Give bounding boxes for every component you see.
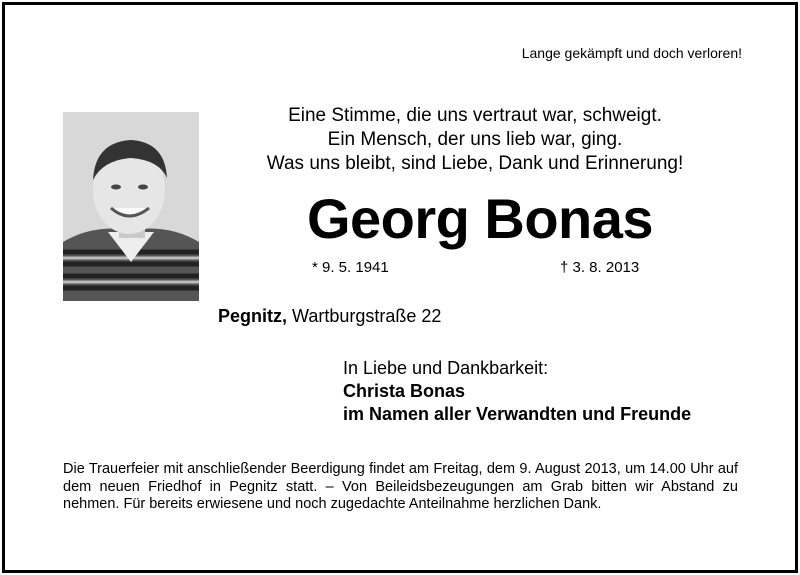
address-street: Wartburgstraße 22 <box>292 306 442 326</box>
address <box>218 306 441 327</box>
death-date: † 3. 8. 2013 <box>560 259 640 276</box>
signoff-intro: In Liebe und Dankbarkeit: <box>343 358 549 378</box>
birth-date: * 9. 5. 1941 <box>312 259 389 276</box>
signoff-block <box>343 357 691 426</box>
funeral-notice: Die Trauerfeier mit anschließender Beerdigung findet am Freitag, dem 9. August 2013, um 14.00 Uhr auf dem neuen Friedhof in Pegnitz statt. – Von Beileidsbezeugungen am Grab bitten wir Abstand zu nehmen. Für bereits erwiesene und noch zugedachte Anteilnahme herzlichen Dank. <box>63 461 738 512</box>
memorial-verse <box>230 104 720 176</box>
signer-name: Christa Bonas <box>343 381 466 401</box>
address-city: Pegnitz, <box>218 306 288 326</box>
verse-line: Eine Stimme, die uns vertraut war, schweigt. <box>288 105 662 126</box>
portrait-photo <box>63 112 199 301</box>
verse-line: Was uns bleibt, sind Liebe, Dank und Erinnerung! <box>266 153 684 174</box>
signer-relatives: im Namen aller Verwandten und Freunde <box>343 404 692 424</box>
deceased-name: Georg Bonas <box>306 187 654 250</box>
motto-text: Lange gekämpft und doch verloren! <box>521 45 742 61</box>
verse-line: Ein Mensch, der uns lieb war, ging. <box>327 129 623 150</box>
portrait-image <box>63 112 199 301</box>
